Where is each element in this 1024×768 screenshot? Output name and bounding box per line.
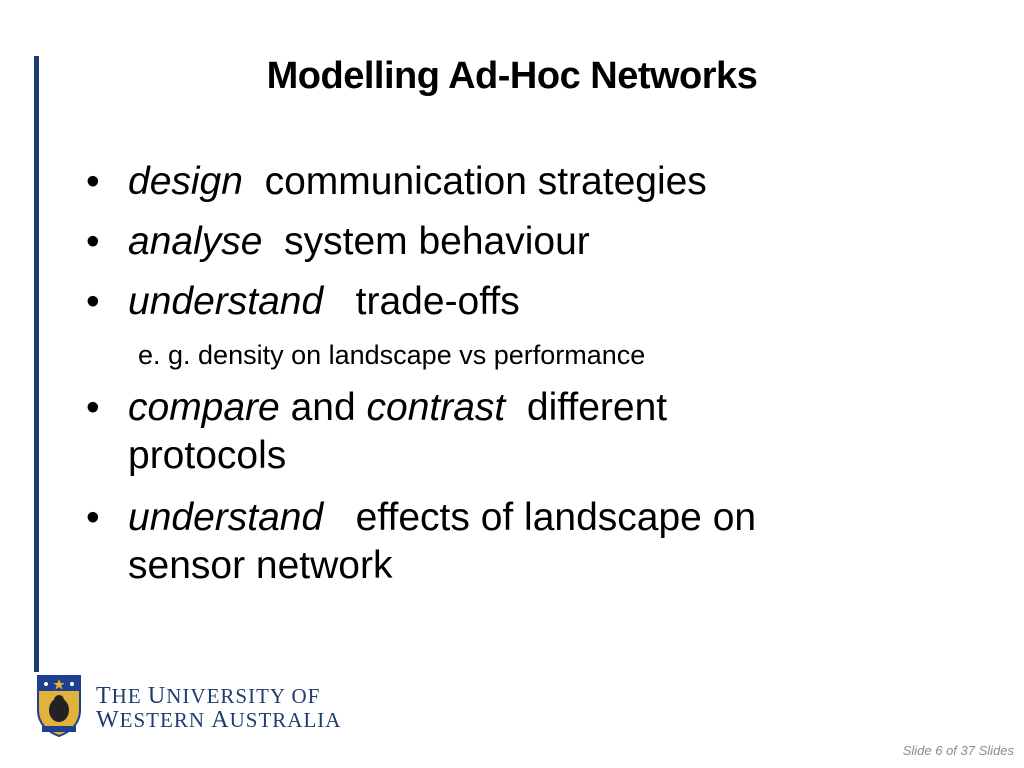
slide-accent-bar — [34, 56, 39, 730]
bullet-text: different — [526, 386, 668, 429]
bullet-text: trade-offs — [355, 280, 520, 323]
logo-letter: T — [96, 683, 112, 709]
bullet-keyword: understand — [128, 496, 324, 539]
logo-text-segment: HE — [111, 684, 148, 708]
bullet-continuation: sensor network — [128, 544, 393, 587]
bullet-marker: • — [86, 280, 100, 323]
bullet-marker: • — [86, 386, 100, 429]
logo-text-line-1 — [96, 684, 320, 708]
bullet-keyword: contrast — [366, 386, 506, 429]
logo-text-line-2 — [96, 708, 341, 732]
slide-title: Modelling Ad-Hoc Networks — [266, 55, 758, 97]
sub-bullet-example: e. g. density on landscape vs performance — [138, 340, 646, 370]
bullet-keyword: compare — [128, 386, 280, 429]
bullet-item-analyse — [128, 218, 590, 266]
university-logo — [34, 672, 342, 740]
logo-letter: U — [147, 683, 167, 709]
university-crest-icon — [34, 672, 84, 738]
bullet-text: system behaviour — [284, 220, 590, 263]
bullet-keyword: analyse — [128, 220, 263, 263]
bullet-item-compare — [128, 384, 667, 432]
logo-text-segment: ESTERN — [119, 708, 212, 732]
bullet-item-understand-effects — [128, 494, 756, 542]
bullet-text: and — [290, 386, 356, 429]
bullet-text: effects of landscape on — [355, 496, 757, 539]
bullet-keyword: understand — [128, 280, 324, 323]
logo-text-segment: USTRALIA — [229, 708, 342, 732]
bullet-item-understand-tradeoffs — [128, 278, 520, 326]
bullet-text: communication strategies — [264, 160, 707, 203]
logo-letter: W — [96, 707, 120, 733]
bullet-item-design — [128, 158, 707, 206]
logo-text-segment: NIVERSITY OF — [166, 684, 321, 708]
slide-counter: Slide 6 of 37 Slides — [902, 743, 1014, 758]
bullet-marker: • — [86, 496, 100, 539]
bullet-keyword: design — [128, 160, 243, 203]
bullet-marker: • — [86, 160, 100, 203]
bullet-continuation: protocols — [128, 434, 287, 477]
bullet-marker: • — [86, 220, 100, 263]
logo-letter: A — [211, 707, 230, 733]
